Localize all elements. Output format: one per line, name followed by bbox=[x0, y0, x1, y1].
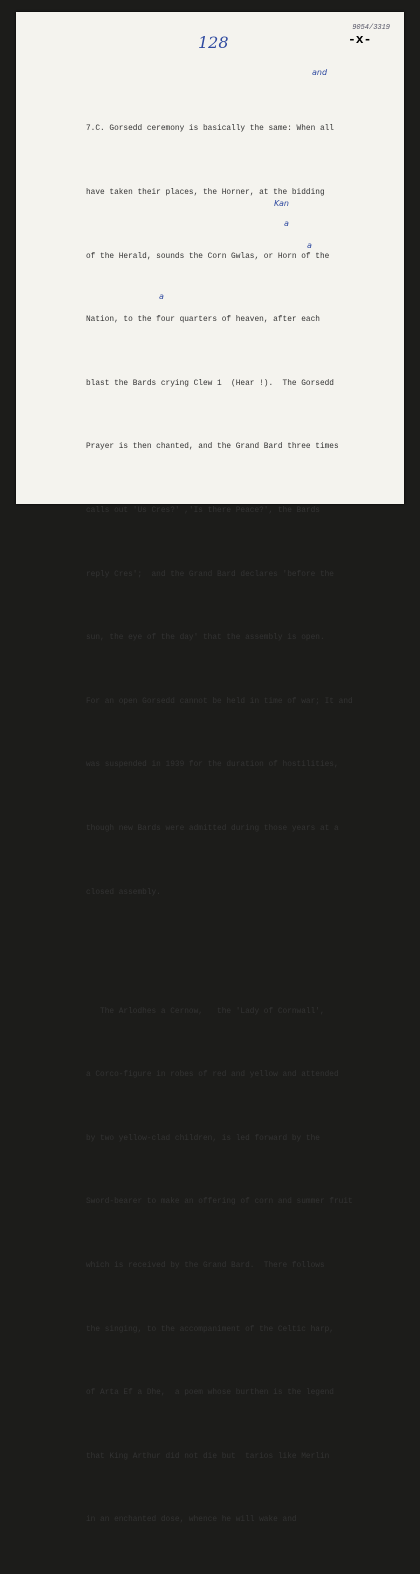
text-line: Nation, to the four quarters of heaven, after each bbox=[86, 316, 320, 325]
handwritten-annotation: a bbox=[284, 219, 289, 228]
text-line: by two yellow-clad children, is led forward by the bbox=[86, 1134, 320, 1143]
text-line: though new Bards were admitted during those years at a bbox=[86, 824, 339, 833]
archive-reference: 9054/3319 bbox=[352, 24, 390, 32]
text-line: that King Arthur did not die but tarios like Merlin bbox=[86, 1452, 330, 1461]
handwritten-annotation: a bbox=[159, 292, 164, 301]
text-line: Prayer is then chanted, and the Grand Bard three times bbox=[86, 443, 339, 452]
text-line: closed assembly. bbox=[86, 888, 161, 897]
document-page bbox=[16, 12, 404, 1525]
text-line: have taken their places, the Horner, at the bidding bbox=[86, 189, 325, 197]
text-line: reply Cres'; and the Grand Bard declares 'before the bbox=[86, 570, 334, 579]
page-marker: -x- bbox=[348, 32, 372, 47]
text-line: the singing, to the accompaniment of the Celtic harp, bbox=[86, 1325, 334, 1334]
text-line: which is received by the Grand Bard. There follows bbox=[86, 1261, 325, 1270]
page-number: 128 bbox=[198, 33, 229, 52]
text-line: 7.C. Gorsedd ceremony is basically the same: When all bbox=[86, 125, 334, 134]
text-line: a Corco-figure in robes of red and yellow and attended bbox=[86, 1071, 339, 1080]
typed-text bbox=[86, 77, 402, 1574]
handwritten-annotation: and bbox=[312, 68, 328, 77]
text-line: The Arlodhes a Cernow, the 'Lady of Cornwall', bbox=[86, 1007, 325, 1016]
handwritten-annotation: a bbox=[307, 241, 312, 250]
text-line: of Arta Ef a Dhe, a poem whose burthen is the legend bbox=[86, 1389, 334, 1398]
text-line: calls out 'Us Cres?' ,'Is there Peace?', the Bards bbox=[86, 506, 320, 515]
handwritten-annotation: Kan bbox=[274, 199, 289, 208]
text-line: Sword-bearer to make an offering of corn and summer fruit bbox=[86, 1198, 353, 1207]
text-line: blast the Bards crying Clew 1 (Hear !). The Gorsedd bbox=[86, 379, 334, 388]
text-line: of the Herald, sounds the Corn Gwlas, or Horn of the bbox=[86, 252, 330, 261]
text-line: For an open Gorsedd cannot be held in time of war; It and bbox=[86, 697, 353, 706]
text-line: was suspended in 1939 for the duration of hostilities, bbox=[86, 761, 339, 770]
text-line: sun, the eye of the day' that the assembly is open. bbox=[86, 634, 325, 643]
text-line: in an enchanted dose, whence he will wake and bbox=[86, 1516, 297, 1525]
